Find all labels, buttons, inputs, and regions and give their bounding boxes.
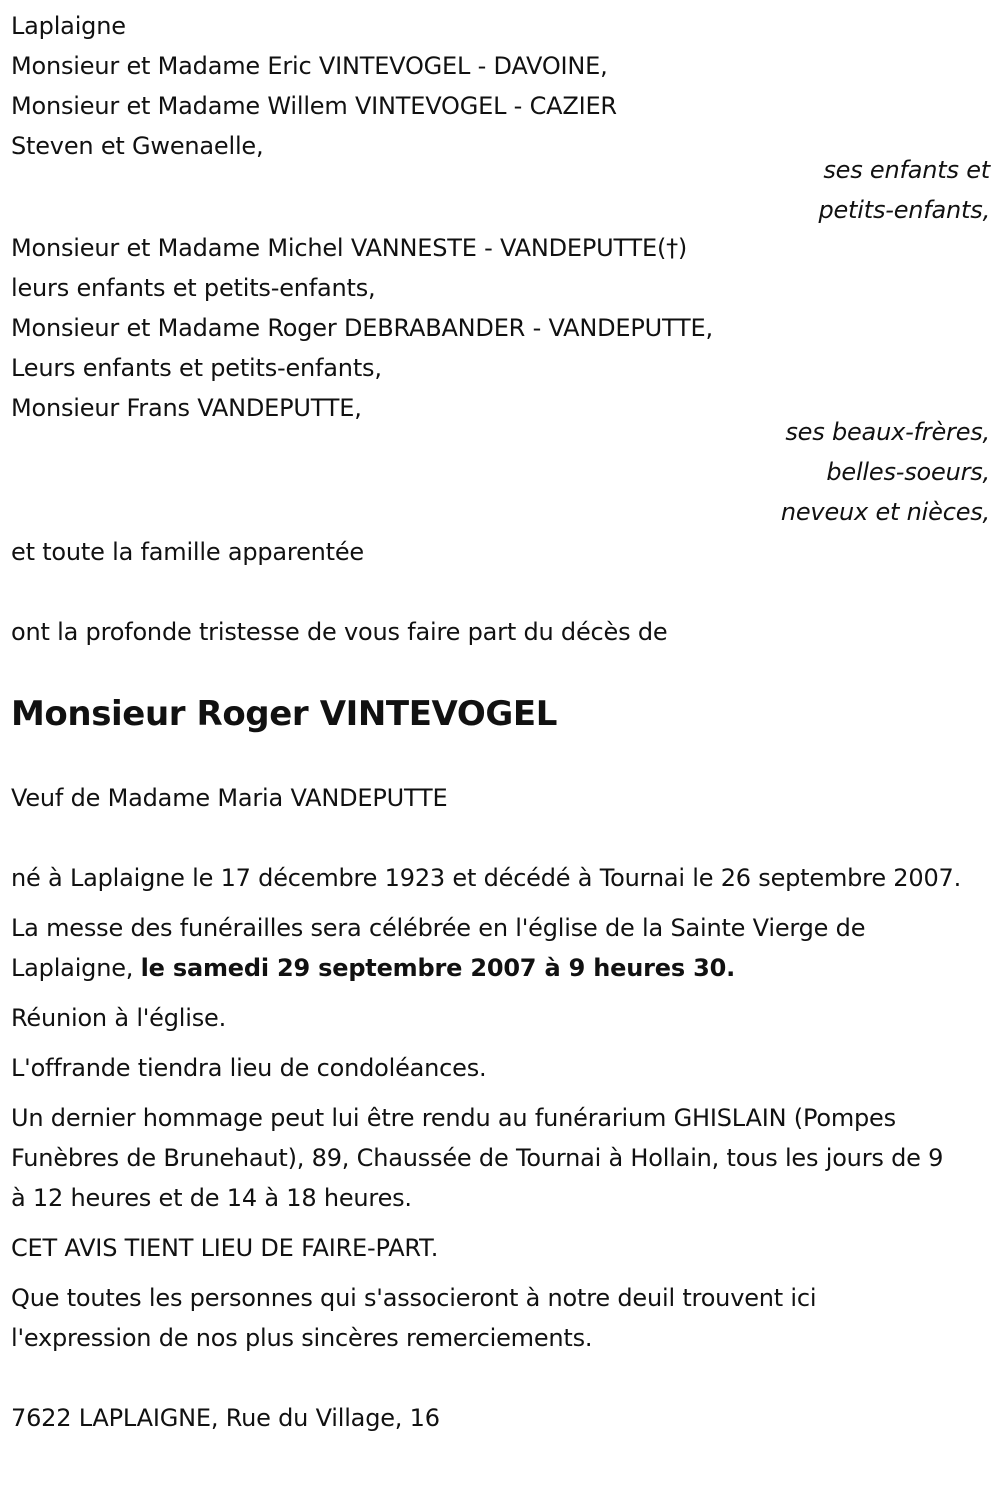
inlaws-line: Monsieur et Madame Michel VANNESTE - VANDEPUTTE(†) xyxy=(11,234,688,262)
address: 7622 LAPLAIGNE, Rue du Village, 16 xyxy=(11,1404,440,1432)
children-list xyxy=(11,46,990,166)
tribute: Un dernier hommage peut lui être rendu au funérarium GHISLAIN (Pompes Funèbres de Brunehaut), 89, Chaussée de Tournai à Hollain, tous les jours de 9 à 12 heures et de 14 à 18 heures. xyxy=(11,1104,944,1212)
inlaws-line: Monsieur et Madame Roger DEBRABANDER - VANDEPUTTE, xyxy=(11,314,713,342)
role-line: ses beaux-frères, xyxy=(785,418,990,446)
thanks: Que toutes les personnes qui s'associeront à notre deuil trouvent ici l'expression de nos plus sincères remerciements. xyxy=(11,1284,817,1352)
children-line: Monsieur et Madame Eric VINTEVOGEL - DAVOINE, xyxy=(11,52,608,80)
funeral-info xyxy=(11,908,986,988)
role-line: ses enfants et xyxy=(823,156,990,184)
inlaws-role xyxy=(11,412,990,532)
announcement: ont la profonde tristesse de vous faire part du décès de xyxy=(11,618,668,646)
role-line: petits-enfants, xyxy=(818,196,990,224)
spacer xyxy=(11,572,990,612)
inlaws-list xyxy=(11,228,990,428)
birth-death: né à Laplaigne le 17 décembre 1923 et décédé à Tournai le 26 septembre 2007. xyxy=(11,864,962,892)
notice-statement: CET AVIS TIENT LIEU DE FAIRE-PART. xyxy=(11,1234,439,1262)
funeral-intro: La messe des funérailles sera célébrée en l'église de la Sainte Vierge de Laplaigne, xyxy=(11,914,866,982)
inlaws-line: Monsieur Frans VANDEPUTTE, xyxy=(11,394,362,422)
spacer xyxy=(11,736,990,778)
children-line: Steven et Gwenaelle, xyxy=(11,132,264,160)
inlaws-line: Leurs enfants et petits-enfants, xyxy=(11,354,382,382)
offering: L'offrande tiendra lieu de condoléances. xyxy=(11,1054,487,1082)
spacer xyxy=(11,1358,990,1398)
deceased-name: Monsieur Roger VINTEVOGEL xyxy=(11,694,557,734)
funeral-datetime: le samedi 29 septembre 2007 à 9 heures 30. xyxy=(140,954,735,982)
role-line: belles-soeurs, xyxy=(826,458,990,486)
meeting: Réunion à l'église. xyxy=(11,1004,227,1032)
children-line: Monsieur et Madame Willem VINTEVOGEL - CAZIER xyxy=(11,92,617,120)
inlaws-line: leurs enfants et petits-enfants, xyxy=(11,274,376,302)
header-place: Laplaigne xyxy=(11,12,126,40)
spacer xyxy=(11,818,990,858)
role-line: neveux et nièces, xyxy=(780,498,990,526)
widower-of: Veuf de Madame Maria VANDEPUTTE xyxy=(11,784,448,812)
family-line: et toute la famille apparentée xyxy=(11,538,364,566)
